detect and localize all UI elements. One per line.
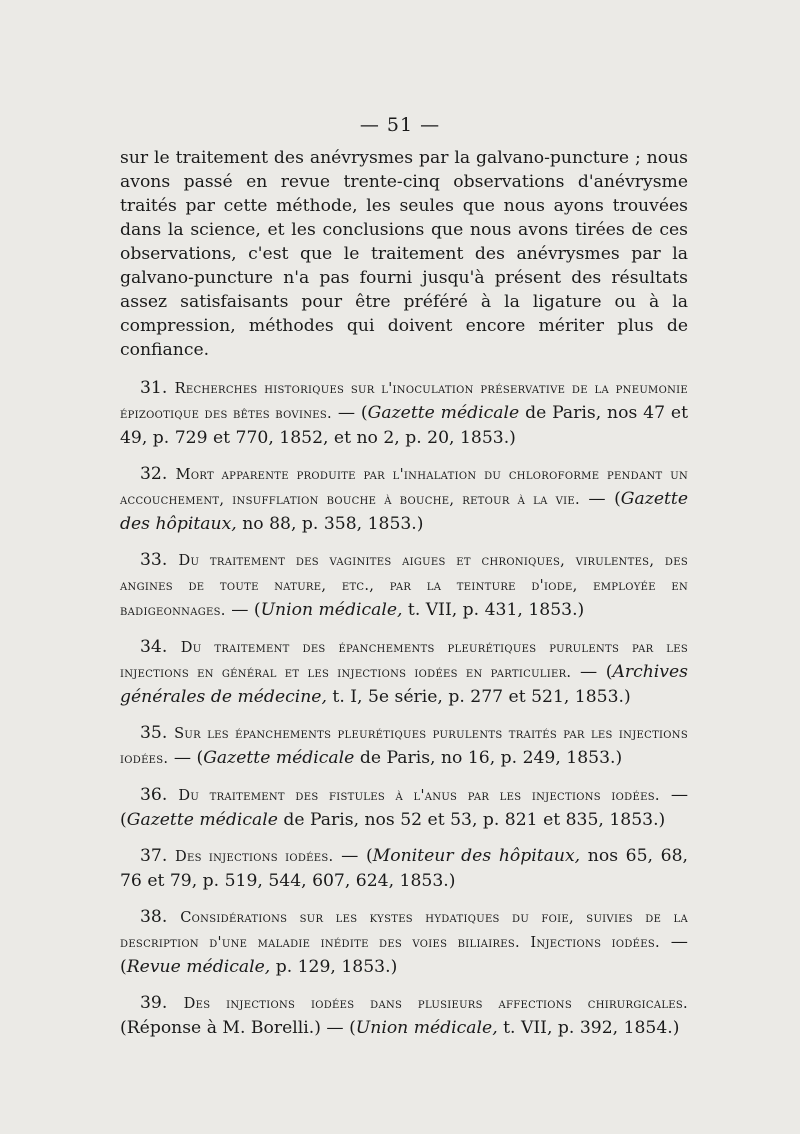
- entry-number: 38.: [140, 907, 168, 927]
- entry-journal: Archives générales de médecine,: [120, 662, 688, 707]
- bibliography-entry: [120, 905, 688, 979]
- entry-journal: Moniteur des hôpitaux,: [372, 846, 581, 866]
- entry-title: Du traitement des fistules à l'anus par les injections iodées.: [178, 787, 660, 804]
- bibliography-entry: [120, 548, 688, 623]
- entry-number: 31.: [140, 378, 168, 398]
- entry-dash: — (: [168, 748, 204, 768]
- entry-citation: no 88, p. 358, 1853.): [236, 514, 424, 534]
- bibliography-entry: [120, 844, 688, 893]
- entry-journal: Gazette médicale: [367, 403, 520, 423]
- entry-citation: t. VII, p. 392, 1854.): [497, 1018, 680, 1038]
- entry-title: Du traitement des épanchements pleurétiques purulents par les injections en général et les injections iodées en particulier.: [120, 639, 688, 681]
- entry-dash: (Réponse à M. Borelli.) — (: [120, 1018, 356, 1038]
- entry-citation: nos 65, 68, 76 et 79, p. 519, 544, 607, 624, 1853.): [120, 846, 688, 891]
- entry-title: Considérations sur les kystes hydatiques du foie, suivies de la description d'une maladie inédite des voies biliaires. Injections iodées.: [120, 909, 688, 951]
- bibliography-entry: [120, 635, 688, 709]
- entry-dash: — (: [225, 600, 261, 620]
- entry-number: 36.: [140, 785, 168, 805]
- entry-dash: — (: [333, 846, 373, 866]
- entry-title: Recherches historiques sur l'inoculation préservative de la pneumonie épizootique des bêtes bovines.: [120, 380, 688, 422]
- entry-journal: Union médicale,: [260, 600, 403, 620]
- entry-number: 35.: [140, 723, 168, 743]
- entry-journal: Gazette médicale: [203, 748, 355, 768]
- entry-number: 37.: [140, 846, 168, 866]
- entry-number: 34.: [140, 637, 168, 657]
- entry-journal: Revue médicale,: [126, 957, 271, 977]
- entry-journal: Union médicale,: [355, 1018, 498, 1038]
- entry-citation: de Paris, nos 52 et 53, p. 821 et 835, 1853.): [277, 810, 666, 830]
- entry-dash: — (: [331, 403, 368, 423]
- entry-title: Des injections iodées dans plusieurs affections chirurgicales.: [183, 995, 688, 1012]
- entry-title: Sur les épanchements pleurétiques purulents traités par les injections iodées.: [120, 725, 688, 767]
- bibliography-entry: [120, 783, 688, 832]
- entry-dash: — (: [571, 662, 613, 682]
- page-number: — 51 —: [359, 114, 441, 136]
- entry-citation: p. 129, 1853.): [270, 957, 398, 977]
- entry-citation: de Paris, no 16, p. 249, 1853.): [354, 748, 623, 768]
- entry-title: Mort apparente produite par l'inhalation du chloroforme pendant un accouchement, insufflation bouche à bouche, retour à la vie.: [120, 466, 689, 508]
- entry-citation: de Paris, nos 47 et 49, p. 729 et 770, 1852, et no 2, p. 20, 1853.): [120, 403, 688, 448]
- bibliography-entry: [120, 462, 688, 536]
- entry-title: Des injections iodées.: [175, 848, 334, 865]
- entry-number: 32.: [140, 464, 168, 484]
- entry-title: Du traitement des vaginites aigues et chroniques, virulentes, des angines de toute nature, etc., par la teinture d'iode, employée en badigeonnages.: [120, 552, 688, 619]
- intro-paragraph: sur le traitement des anévrysmes par la galvano-puncture ; nous avons passé en revue trente-cinq observations d'anévrysme traités par cette méthode, les seules que nous ayons trouvées dans la science, et les conclusions que nous avons tirées de ces observations, c'est que le traitement des anévrysmes par la galvano-puncture n'a pas fourni jusqu'à présent des résultats assez satisfaisants pour être préféré à la ligature ou à la compression, méthodes qui doivent encore mériter plus de confiance.: [120, 148, 688, 360]
- page-body: [120, 146, 688, 1052]
- entry-citation: t. I, 5e série, p. 277 et 521, 1853.): [326, 687, 631, 707]
- entry-dash: — (: [579, 489, 621, 509]
- entry-journal: Gazette des hôpitaux,: [120, 489, 688, 534]
- bibliography-entry: [120, 376, 688, 450]
- entry-dash: — (: [120, 785, 689, 830]
- entry-number: 39.: [140, 993, 168, 1013]
- entry-number: 33.: [140, 550, 168, 570]
- entry-journal: Gazette médicale: [126, 810, 278, 830]
- entry-citation: t. VII, p. 431, 1853.): [402, 600, 585, 620]
- bibliography-entry: [120, 991, 688, 1040]
- bibliography-entry: [120, 721, 688, 771]
- entry-dash: — (: [120, 932, 688, 977]
